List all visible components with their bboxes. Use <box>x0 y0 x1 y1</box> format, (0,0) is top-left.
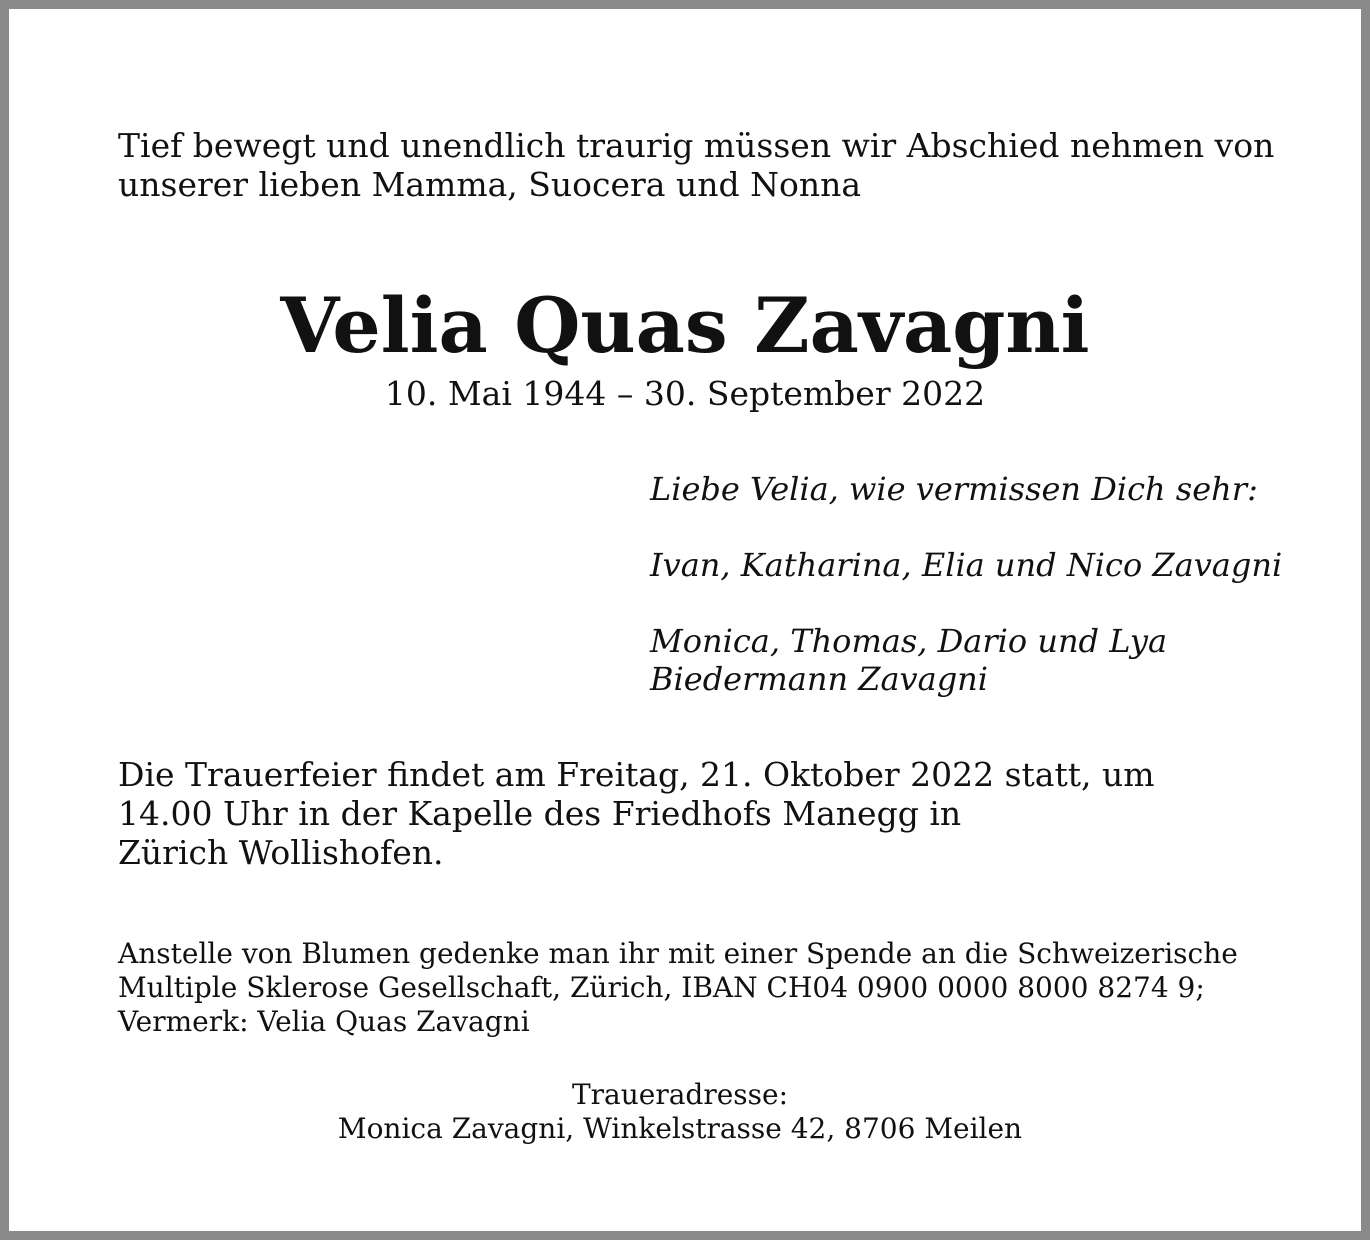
family-signatures <box>650 470 1310 698</box>
ceremony-line: 14.00 Uhr in der Kapelle des Friedhofs Manegg in <box>118 794 962 833</box>
intro-text <box>118 126 1278 204</box>
address-value: Monica Zavagni, Winkelstrasse 42, 8706 Meilen <box>337 1112 1023 1145</box>
deceased-name: Velia Quas Zavagni <box>280 281 1090 370</box>
donation-info <box>118 937 1318 1039</box>
family-group-2-line-1: Monica, Thomas, Dario und Lya <box>650 622 1168 660</box>
ceremony-info <box>118 755 1218 872</box>
address-label: Traueradresse: <box>571 1078 789 1111</box>
donation-line: Multiple Sklerose Gesellschaft, Zürich, IBAN CH04 0900 0000 8000 8274 9; <box>118 971 1205 1004</box>
life-dates: 10. Mai 1944 – 30. September 2022 <box>384 374 986 413</box>
intro-line: Tief bewegt und unendlich traurig müssen wir Abschied nehmen von <box>118 126 1275 165</box>
ceremony-line: Die Trauerfeier findet am Freitag, 21. Oktober 2022 statt, um <box>118 755 1155 794</box>
donation-line: Vermerk: Velia Quas Zavagni <box>118 1005 530 1038</box>
family-group-1: Ivan, Katharina, Elia und Nico Zavagni <box>650 546 1283 584</box>
mourning-address <box>9 1078 1351 1146</box>
ceremony-line: Zürich Wollishofen. <box>118 833 444 872</box>
obituary-page <box>9 9 1361 1231</box>
donation-line: Anstelle von Blumen gedenke man ihr mit einer Spende an die Schweizerische <box>118 937 1238 970</box>
family-group-2-line-2: Biedermann Zavagni <box>650 660 989 698</box>
family-greeting: Liebe Velia, wie vermissen Dich sehr: <box>650 470 1258 508</box>
intro-line: unserer lieben Mamma, Suocera und Nonna <box>118 165 861 204</box>
